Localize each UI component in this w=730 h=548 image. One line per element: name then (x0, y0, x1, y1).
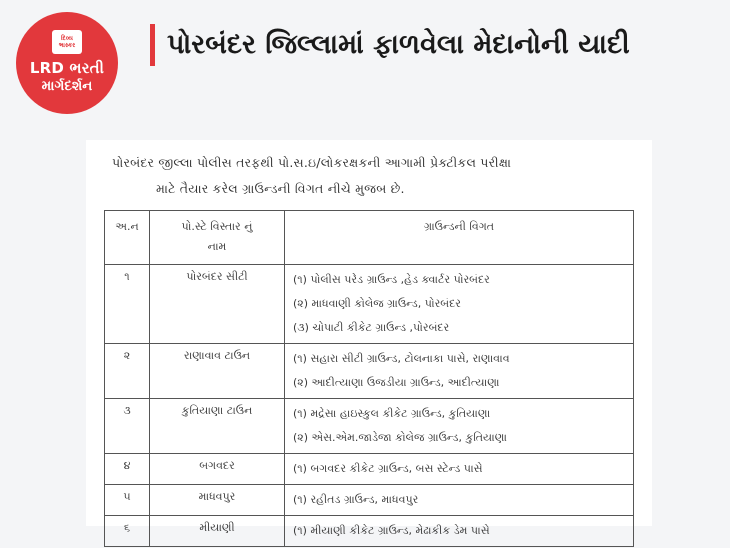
table-row (105, 485, 634, 516)
divya-bhaskar-logo (52, 30, 82, 54)
row-area: બગવદર (150, 454, 285, 485)
row-number: ૪ (105, 454, 150, 485)
table-row (105, 399, 634, 454)
ground-item: (૧) મદ્રેસા હાઇસ્કુલ કીકેટ ગ્રાઉન્ડ, કુતિયાણા (293, 407, 491, 420)
ground-item: (૧) સહારા સીટી ગ્રાઉન્ડ, ટોલનાકા પાસે, રાણાવાવ (293, 352, 510, 365)
row-grounds (285, 399, 634, 454)
document-intro (104, 150, 636, 202)
ground-item: (૨) એસ.એમ.જાડેજા કોલેજ ગ્રાઉન્ડ, કુતિયાણા (293, 431, 507, 444)
row-number: ૨ (105, 344, 150, 399)
document-image (86, 140, 652, 537)
row-area: પોરબંદર સીટી (150, 265, 285, 344)
intro-line2: માટે તૈયાર કરેલ ગ્રાઉન્ડની વિગત નીચે મુજબ છે. (156, 181, 405, 196)
header-num: અ.ન (105, 211, 150, 265)
row-grounds (285, 265, 634, 344)
row-number: ૬ (105, 516, 150, 547)
badge-line1: LRD ભરતી (29, 59, 105, 77)
table-row (105, 454, 634, 485)
row-area: માધવપુર (150, 485, 285, 516)
grounds-table (104, 210, 634, 547)
ground-item: (૧) પોલીસ પરેડ ગ્રાઉન્ડ ,હેડ ક્વાર્ટર પોરબંદર (293, 273, 490, 286)
ground-item: (૨) માધવાણી કોલેજ ગ્રાઉન્ડ, પોરબંદર (293, 297, 461, 310)
table-row (105, 516, 634, 547)
row-number: ૫ (105, 485, 150, 516)
logo-line2: ભાસ્કર (58, 42, 76, 49)
ground-item: (૧) મીયાણી કીકેટ ગ્રાઉન્ડ, મેઢાકીક ડેમ પાસે (293, 524, 490, 537)
page-title: પોરબંદર જિલ્લામાં ફાળવેલા મેદાનોની યાદી (167, 29, 630, 60)
row-area: કુતિયાણા ટાઉન (150, 399, 285, 454)
ground-item: (૧) બગવદર કીકેટ ગ્રાઉન્ડ, બસ સ્ટેન્ડ પાસે (293, 462, 483, 475)
badge-line2: માર્ગદર્શન (41, 78, 93, 94)
row-number: ૩ (105, 399, 150, 454)
header-area-line1: પો.સ્ટે વિસ્તાર નું (181, 220, 253, 233)
row-area: રાણાવાવ ટાઉન (150, 344, 285, 399)
table-row (105, 344, 634, 399)
row-area: મીયાણી (150, 516, 285, 547)
table-header-row (105, 211, 634, 265)
ground-item: (૩) ચોપાટી કીકેટ ગ્રાઉન્ડ ,પોરબંદર (293, 321, 450, 334)
logo-line1: દિવ્ય (61, 35, 73, 42)
table-row (105, 265, 634, 344)
ground-item: (૨) આદીત્યાણા ઉજડીયા ગ્રાઉન્ડ, આદીત્યાણા (293, 376, 500, 389)
ground-item: (૧) રહીતડ ગ્રાઉન્ડ, માધવપુર (293, 493, 419, 506)
row-grounds (285, 516, 634, 547)
header-grounds: ગ્રાઉન્ડની વિગત (285, 211, 634, 265)
header-area-line2: નામ (207, 240, 227, 253)
lrd-bharti-badge (16, 12, 118, 114)
header-area (150, 211, 285, 265)
intro-line1: પોરબંદર જીલ્લા પોલીસ તરફથી પો.સ.ઇ/લોકરક્ષકની આગામી પ્રેક્ટીકલ પરીક્ષા (112, 155, 512, 170)
row-grounds (285, 344, 634, 399)
row-grounds (285, 485, 634, 516)
row-grounds (285, 454, 634, 485)
row-number: ૧ (105, 265, 150, 344)
title-accent-bar (150, 24, 155, 66)
